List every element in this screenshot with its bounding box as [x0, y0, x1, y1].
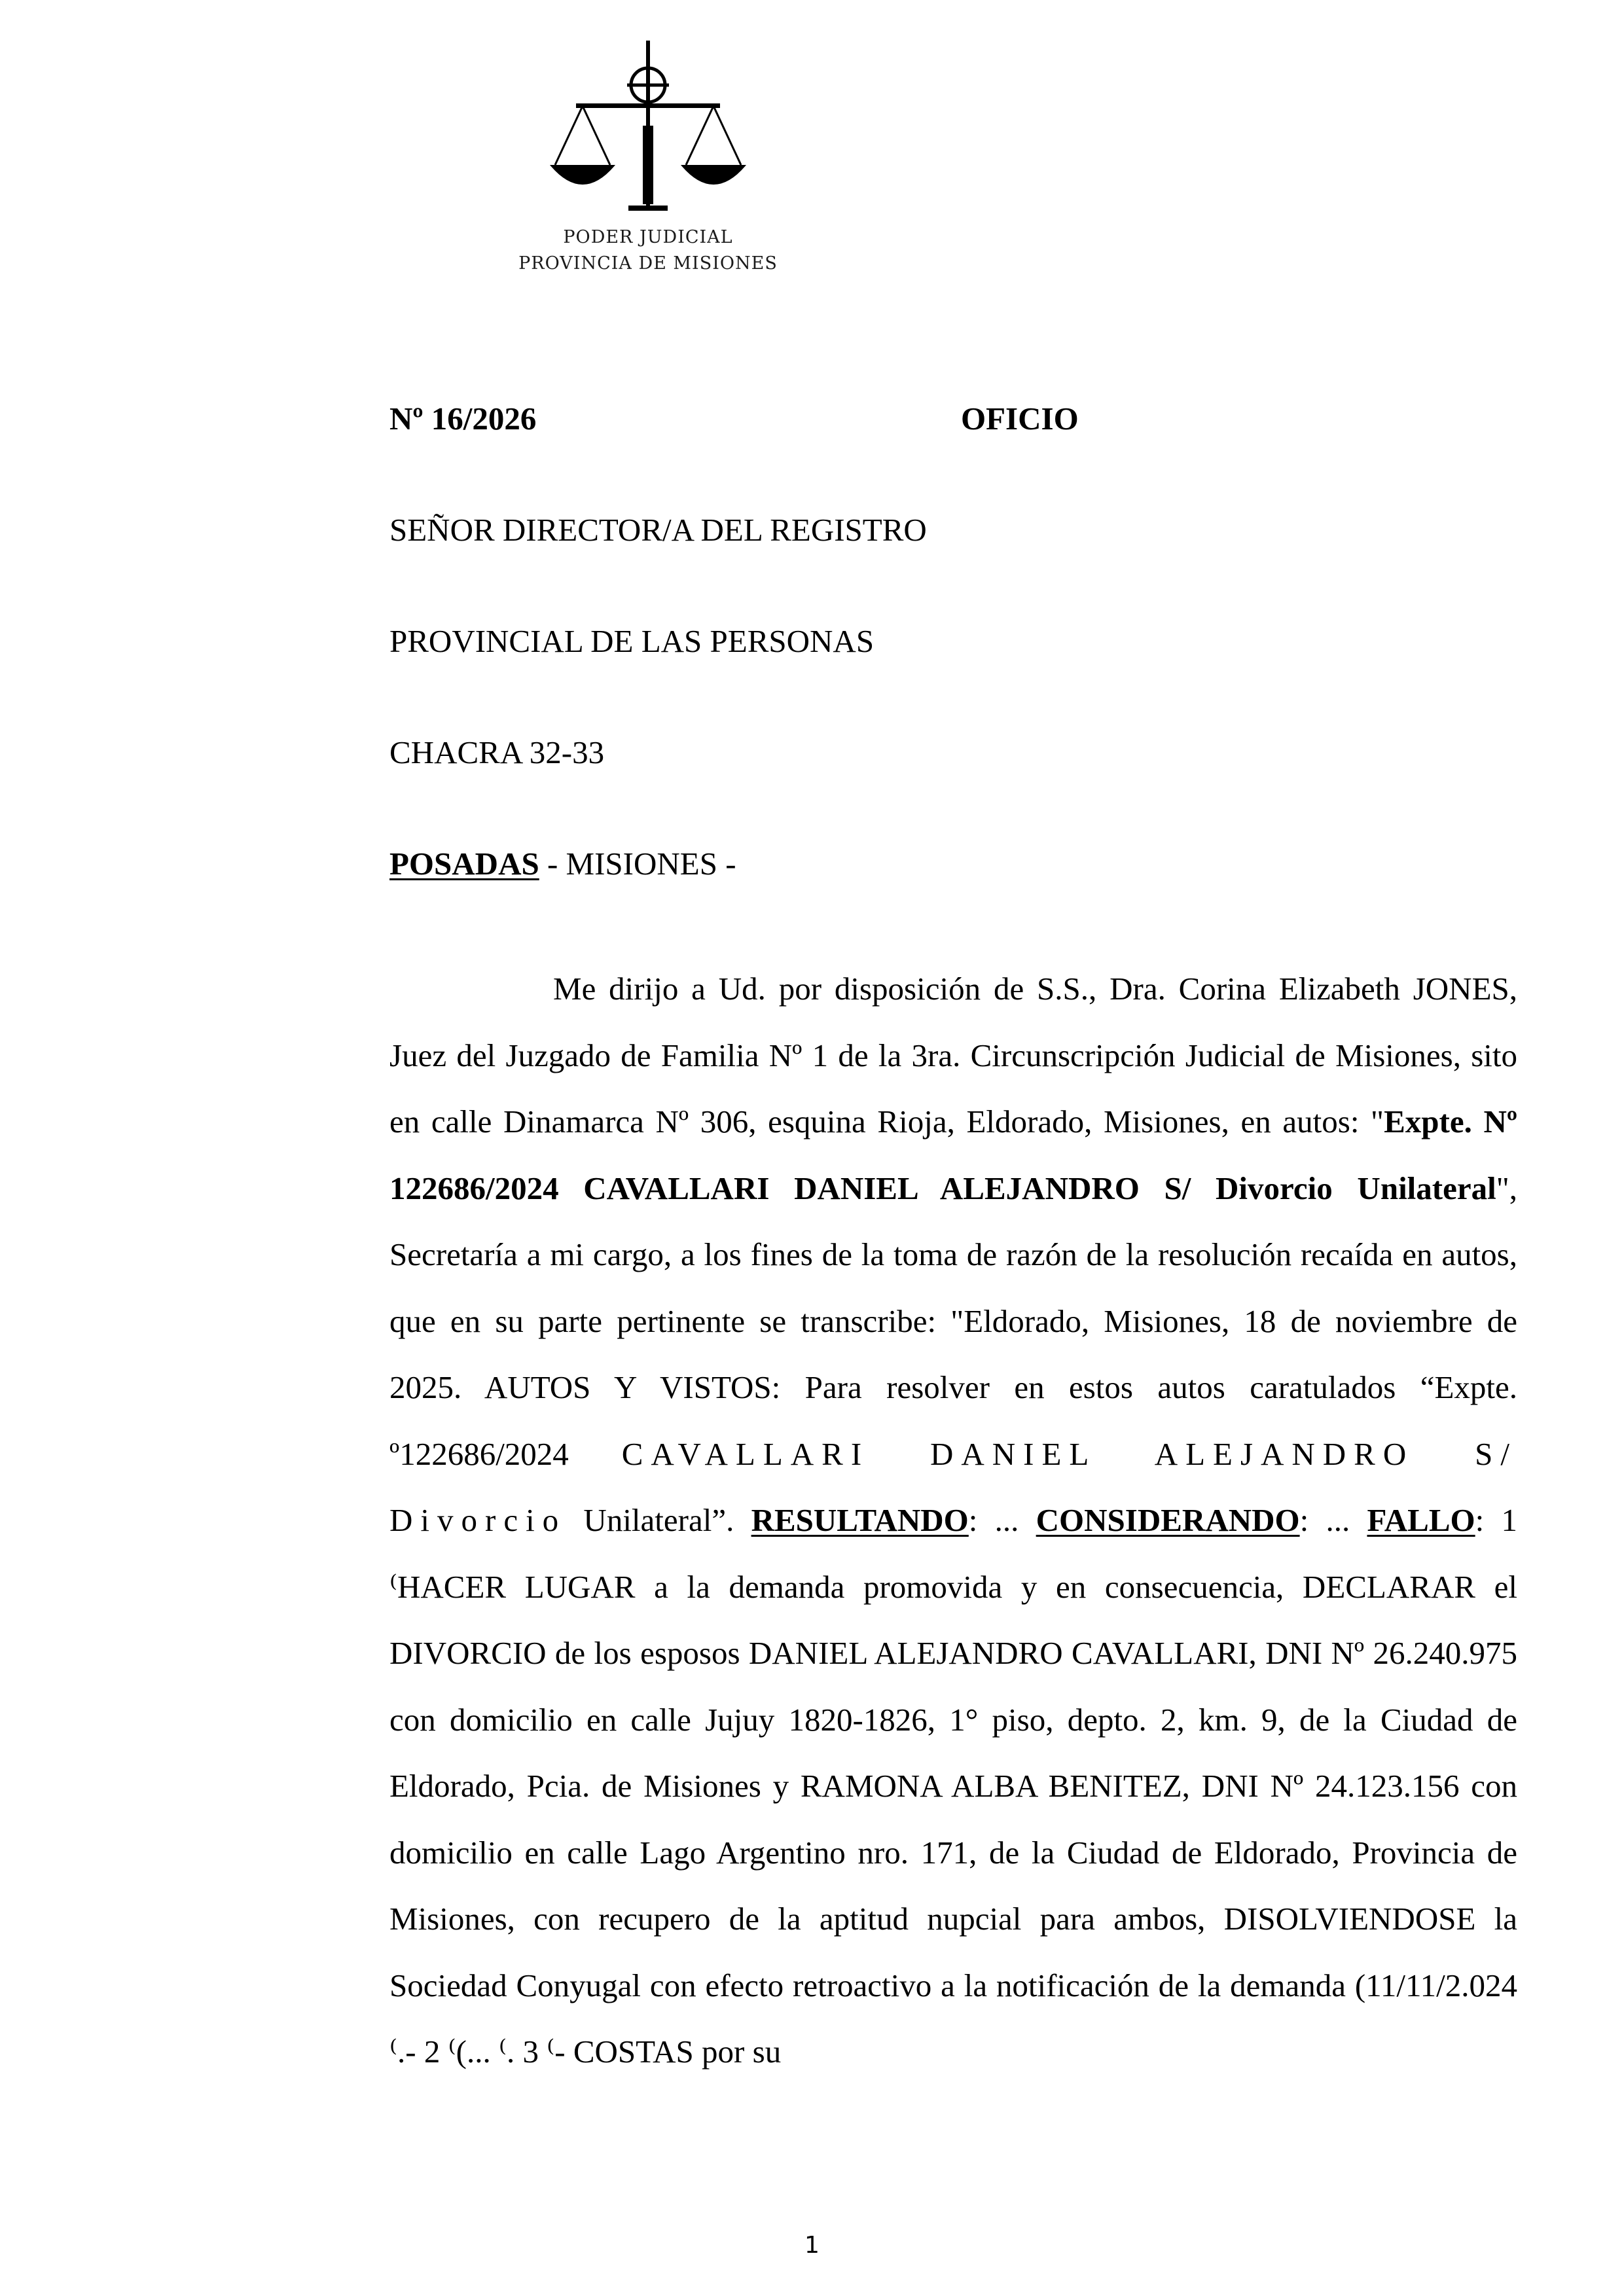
recipient-province: - MISIONES - [539, 846, 736, 882]
separator-2: : ... [1299, 1502, 1367, 1538]
judicial-letterhead [517, 41, 799, 289]
letter-body [389, 956, 1517, 2085]
oficio-number: Nº 16/2026 [389, 401, 537, 437]
fallo-heading: FALLO [1367, 1502, 1475, 1538]
recipient-line-3: CHACRA 32-33 [389, 734, 605, 770]
recipient-line-1: SEÑOR DIRECTOR/A DEL REGISTRO [389, 512, 927, 548]
page-number: 1 [804, 2232, 820, 2259]
caption-spread: CAVALLARI DANIEL ALEJANDRO S/ Divorcio [389, 1435, 1517, 1538]
body-caption-end: Unilateral”. [566, 1502, 751, 1538]
separator-1: : ... [968, 1502, 1036, 1538]
recipient-line-2: PROVINCIAL DE LAS PERSONAS [389, 623, 875, 659]
considerando-heading: CONSIDERANDO [1036, 1502, 1300, 1538]
document-type: OFICIO [961, 401, 1079, 437]
letterhead-line-1: PODER JUDICIAL [563, 227, 733, 247]
expte-caption: Expte. Nº 122686/2024 CAVALLARI DANIEL ALEJANDRO S/ Divorcio Unilateral [389, 1103, 1518, 1206]
letterhead-line-2: PROVINCIA DE MISIONES [518, 253, 778, 274]
recipient-city-line [389, 848, 736, 880]
resultando-heading: RESULTANDO [751, 1502, 969, 1538]
body-intro: Me dirijo a Ud. por disposición de S.S., Dra. Corina Elizabeth JONES, Juez del Juzgado de Familia Nº 1 de la 3ra. Circunscripción Judicial de Misiones, sito en calle Dinamarca Nº 306, esquina Rioja, Eldorado, Misiones, en autos: " [389, 971, 1517, 1139]
body-transcription: ", Secretaría a mi cargo, a los fines de la toma de razón de la resolución recaída en autos, que en su parte pertinente se transcribe: "Eldorado, Misiones, 18 de noviembre de 2025. AUTOS Y VISTOS: Para resolver en estos autos caratulados “Expte. º122686/2024 [389, 1170, 1517, 1472]
scales-of-justice-icon [550, 41, 746, 217]
body-paragraph [389, 956, 1517, 2085]
fallo-text: : 1 ⁽HACER LUGAR a la demanda promovida y en consecuencia, DECLARAR el DIVORCIO de los esposos DANIEL ALEJANDRO CAVALLARI, DNI Nº 26.240.975 con domicilio en calle Jujuy 1820-1826, 1° piso, depto. 2, km. 9, de la Ciudad de Eldorado, Pcia. de Misiones y RAMONA ALBA BENITEZ, DNI Nº 24.123.156 con domicilio en calle Lago Argentino nro. 171, de la Ciudad de Eldorado, Provincia de Misiones, con recupero de la aptitud nupcial para ambos, DISOLVIENDOSE la Sociedad Conyugal con efecto retroactivo a la notificación de la demanda (11/11/2.024 ⁽.- 2 ⁽(... ⁽. 3 ⁽- COSTAS por su [389, 1502, 1517, 2070]
recipient-city: POSADAS [389, 846, 539, 882]
